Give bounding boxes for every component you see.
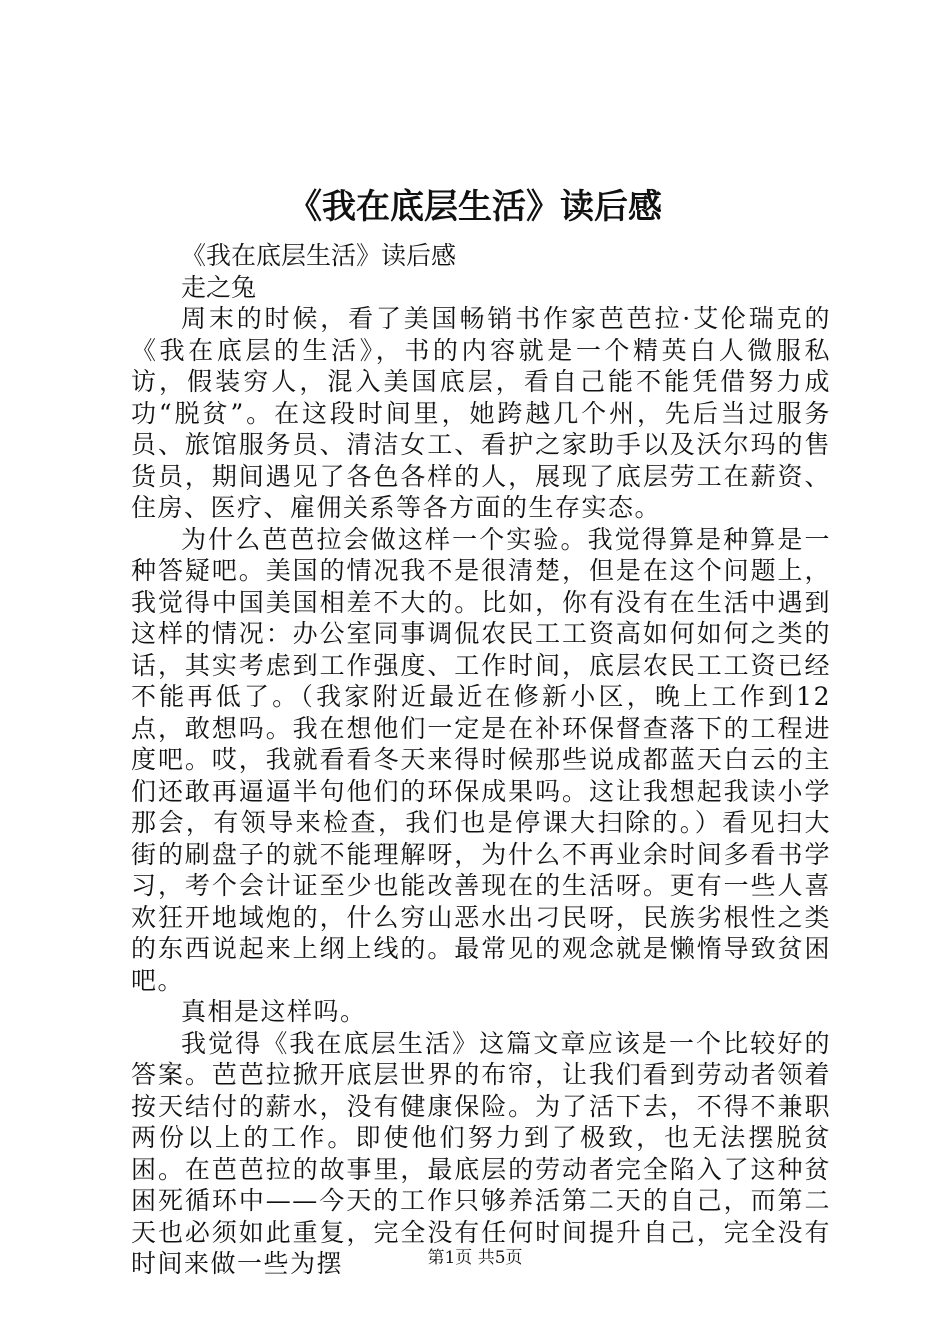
page-indicator: 第1页 共5页: [427, 1248, 523, 1268]
paragraph: 为什么芭芭拉会做这样一个实验。我觉得算是种算是一种答疑吧。美国的情况我不是很清楚，但是在这个问题上，我觉得中国美国相差不大的。比如，你有没有在生活中遇到这样的情况：办公室同事调侃农民工工资高如何如何之类的话，其实考虑到工作强度、工作时间，底层农民工工资已经不能再低了。（我家附近最近在修新小区，晚上工作到12点，敢想吗。我在想他们一定是在补环保督查落下的工程进度吧。哎，我就看看冬天来得时候那些说成都蓝天白云的主们还敢再逼逼半句他们的环保成果吗。这让我想起我读小学那会，有领导来检查，我们也是停课大扫除的。）看见扫大街的刷盘子的就不能理解呀，为什么不再业余时间多看书学习，考个会计证至少也能改善现在的生活呀。更有一些人喜欢狂开地域炮的，什么穷山恶水出刁民呀，民族劣根性之类的东西说起来上纲上线的。最常见的观念就是懒惰导致贫困吧。: [131, 524, 831, 995]
document-subtitle: 《我在底层生活》读后感: [181, 241, 457, 270]
paragraph: 真相是这样吗。: [181, 997, 367, 1026]
paragraph: 周末的时候，看了美国畅销书作家芭芭拉·艾伦瑞克的《我在底层的生活》，书的内容就是一个精英白人微服私访，假装穷人，混入美国底层，看自己能不能凭借努力成功“脱贫”。在这段时间里，她跨越几个州，先后当过服务员、旅馆服务员、清洁女工、看护之家助手以及沃尔玛的售货员，期间遇见了各色各样的人，展现了底层劳工在薪资、住房、医疗、雇佣关系等各方面的生存实态。: [131, 304, 831, 522]
document-title: 《我在底层生活》读后感: [288, 187, 662, 227]
document-author: 走之兔: [181, 272, 257, 302]
document-body: [131, 240, 831, 1280]
paragraph: 我觉得《我在底层生活》这篇文章应该是一个比较好的答案。芭芭拉掀开底层世界的布帘，让我们看到劳动者领着按天结付的薪水，没有健康保险。为了活下去，不得不兼职两份以上的工作。即使他们努力到了极致，也无法摆脱贫困。在芭芭拉的故事里，最底层的劳动者完全陷入了这种贫困死循环中——今天的工作只够养活第二天的自己，而第二天也必须如此重复，完全没有任何时间提升自己，完全没有时间来做一些为摆: [131, 1028, 831, 1278]
